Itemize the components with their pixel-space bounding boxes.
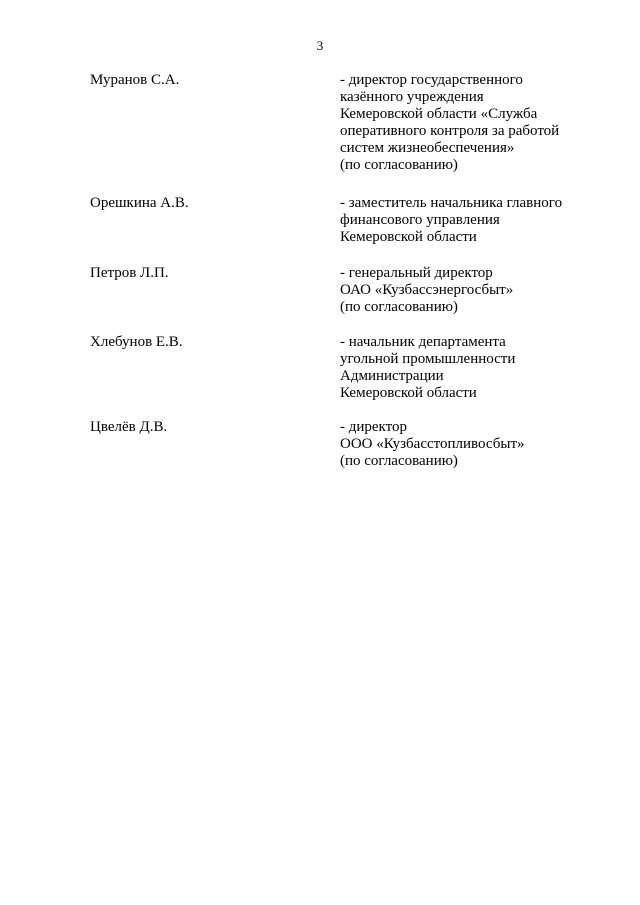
- member-position: - начальник департамента угольной промышленности Администрации Кемеровской области: [340, 334, 516, 401]
- member-name: Цвелёв Д.В.: [90, 419, 168, 435]
- member-name: Муранов С.А.: [90, 72, 180, 88]
- member-entry: [90, 265, 580, 334]
- member-name: Орешкина А.В.: [90, 195, 189, 211]
- member-list: [90, 72, 580, 479]
- member-name: Петров Л.П.: [90, 265, 169, 281]
- member-entry: [90, 334, 580, 419]
- member-entry: [90, 72, 580, 195]
- member-position: - директор государственного казённого учреждения Кемеровской области «Служба оперативного контроля за работой систем жизнеобеспечения» (по согласованию): [340, 72, 560, 173]
- page-number: 3: [316, 38, 324, 53]
- member-position: - директор ООО «Кузбасстопливосбыт» (по согласованию): [340, 419, 525, 469]
- member-entry: [90, 195, 580, 265]
- member-position: - заместитель начальника главного финансового управления Кемеровской области: [340, 195, 563, 245]
- member-position: - генеральный директор ОАО «Кузбассэнергосбыт» (по согласованию): [340, 265, 514, 315]
- member-name: Хлебунов Е.В.: [90, 334, 183, 350]
- member-entry: [90, 419, 580, 479]
